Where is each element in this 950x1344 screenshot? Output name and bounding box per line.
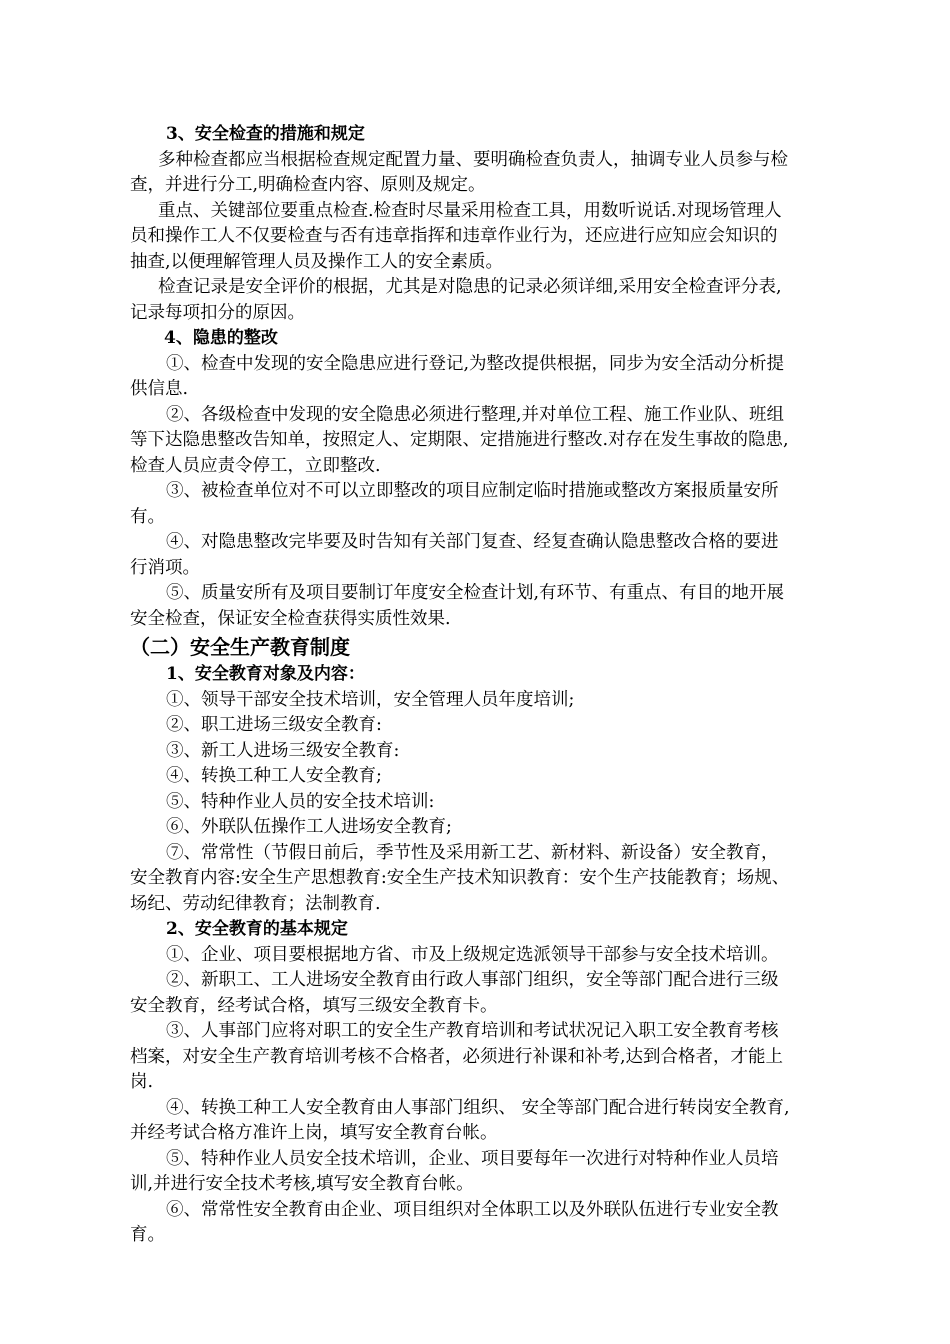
text-line: 训,并进行安全技术考核,填写安全教育台帐。 [130, 1174, 474, 1194]
hazard-item-3 [130, 479, 856, 530]
text-line: 育。 [130, 1225, 165, 1245]
text-line: 检查记录是安全评价的根据，尤其是对隐患的记录必须详细,采用安全检查评分表, [158, 277, 782, 297]
text-line: 记录每项扣分的原因。 [130, 302, 305, 323]
text-line: 有。 [130, 506, 165, 527]
hazard-item-2 [130, 403, 856, 480]
text-line: 安全教育，经考试合格，填写三级安全教育卡。 [130, 995, 498, 1016]
text-line: 安全教育内容:安全生产思想教育:安全生产技术知识教育：安个生产技能教育；场规、 [130, 868, 790, 888]
hazard-item-4 [130, 530, 856, 581]
text-line: 场纪、劳动纪律教育；法制教育. [130, 893, 381, 914]
text-line: ⑥、常常性安全教育由企业、项目组织对全体职工以及外联队伍进行专业安全教 [166, 1199, 779, 1220]
text-line: ③、被检查单位对不可以立即整改的项目应制定临时措施或整改方案报质量安所 [166, 481, 779, 501]
education-rule-item-2 [130, 968, 856, 1019]
text-line: 员和操作工人不仅要检查与否有违章指挥和违章作业行为，还应进行应知应会知识的 [130, 226, 778, 246]
heading-education-rules: 2、安全教育的基本规定 [166, 919, 348, 939]
text-line: 档案，对安全生产教育培训考核不合格者，必须进行补课和补考,达到合格者，才能上 [130, 1046, 784, 1067]
education-rule-item-4 [130, 1096, 856, 1147]
paragraph-check-force [130, 148, 856, 199]
education-target-item: ④、转换工种工人安全教育; [166, 766, 382, 786]
paragraph-key-parts [130, 199, 856, 276]
document-page [130, 122, 856, 1249]
text-line: ②、各级检查中发现的安全隐患必须进行整理,并对单位工程、施工作业队、班组 [166, 404, 785, 425]
hazard-item-5 [130, 581, 856, 632]
text-line: ④、转换工种工人安全教育由人事部门组织、 安全等部门配合进行转岗安全教育, [166, 1097, 790, 1118]
text-line: 岗. [130, 1072, 154, 1092]
hazard-item-1 [130, 352, 856, 403]
education-rule-item-3 [130, 1019, 856, 1096]
text-line: 供信息. [130, 379, 189, 399]
education-target-item: ②、职工进场三级安全教育: [166, 715, 382, 735]
education-target-item: ⑤、特种作业人员的安全技术培训: [166, 791, 435, 812]
text-line: ⑤、质量安所有及项目要制订年度安全检查计划,有环节、有重点、有目的地开展 [166, 583, 785, 603]
text-line: ④、对隐患整改完毕要及时告知有关部门复查、经复查确认隐患整改合格的要进 [166, 532, 779, 552]
text-line: 抽查,以便理解管理人员及操作工人的安全素质。 [130, 251, 504, 272]
text-line: ⑤、特种作业人员安全技术培训，企业、项目要每年一次进行对特种作业人员培 [166, 1148, 779, 1169]
education-target-item: ⑥、外联队伍操作工人进场安全教育; [166, 817, 452, 837]
paragraph-check-records [130, 275, 856, 326]
education-rule-item: ①、企业、项目要根据地方省、市及上级规定选派领导干部参与安全技术培训。 [166, 944, 779, 965]
text-line: 检查人员应责令停工，立即整改. [130, 455, 381, 476]
text-line: 安全检查，保证安全检查获得实质性效果. [130, 608, 451, 629]
text-line: 重点、关键部位要重点检查.检查时尽量采用检查工具，用数听说话.对现场管理人 [158, 200, 782, 221]
education-target-item: ①、领导干部安全技术培训，安全管理人员年度培训; [166, 689, 575, 710]
education-target-item: ③、新工人进场三级安全教育: [166, 740, 400, 761]
text-line: 查，并进行分工,明确检查内容、原则及规定。 [130, 175, 486, 195]
education-target-item-7 [130, 841, 856, 918]
text-line: ③、人事部门应将对职工的安全生产教育培训和考试状况记入职工安全教育考核 [166, 1021, 779, 1041]
text-line: ①、检查中发现的安全隐患应进行登记,为整改提供根据，同步为安全活动分析提 [166, 353, 785, 374]
text-line: 等下达隐患整改告知单，按照定人、定期限、定措施进行整改.对存在发生事故的隐患, [130, 430, 789, 450]
education-rule-item-5 [130, 1147, 856, 1198]
education-rule-item-6 [130, 1198, 856, 1249]
heading-education-targets: 1、安全教育对象及内容： [166, 664, 365, 684]
text-line: ②、新职工、工人进场安全教育由行政人事部门组织，安全等部门配合进行三级 [166, 970, 779, 990]
text-line: 行消项。 [130, 557, 200, 578]
text-line: 多种检查都应当根据检查规定配置力量、要明确检查负责人，抽调专业人员参与检 [158, 149, 788, 170]
section-title-safety-education: （二）安全生产教育制度 [130, 635, 350, 659]
text-line: ⑦、常常性（节假日前后，季节性及采用新工艺、新材料、新设备）安全教育， [166, 842, 779, 863]
heading-hazard-rectification: 4、隐患的整改 [164, 328, 278, 348]
heading-safety-check-measures: 3、安全检查的措施和规定 [166, 124, 365, 144]
text-line: 并经考试合格方准许上岗，填写安全教育台帐。 [130, 1123, 498, 1143]
